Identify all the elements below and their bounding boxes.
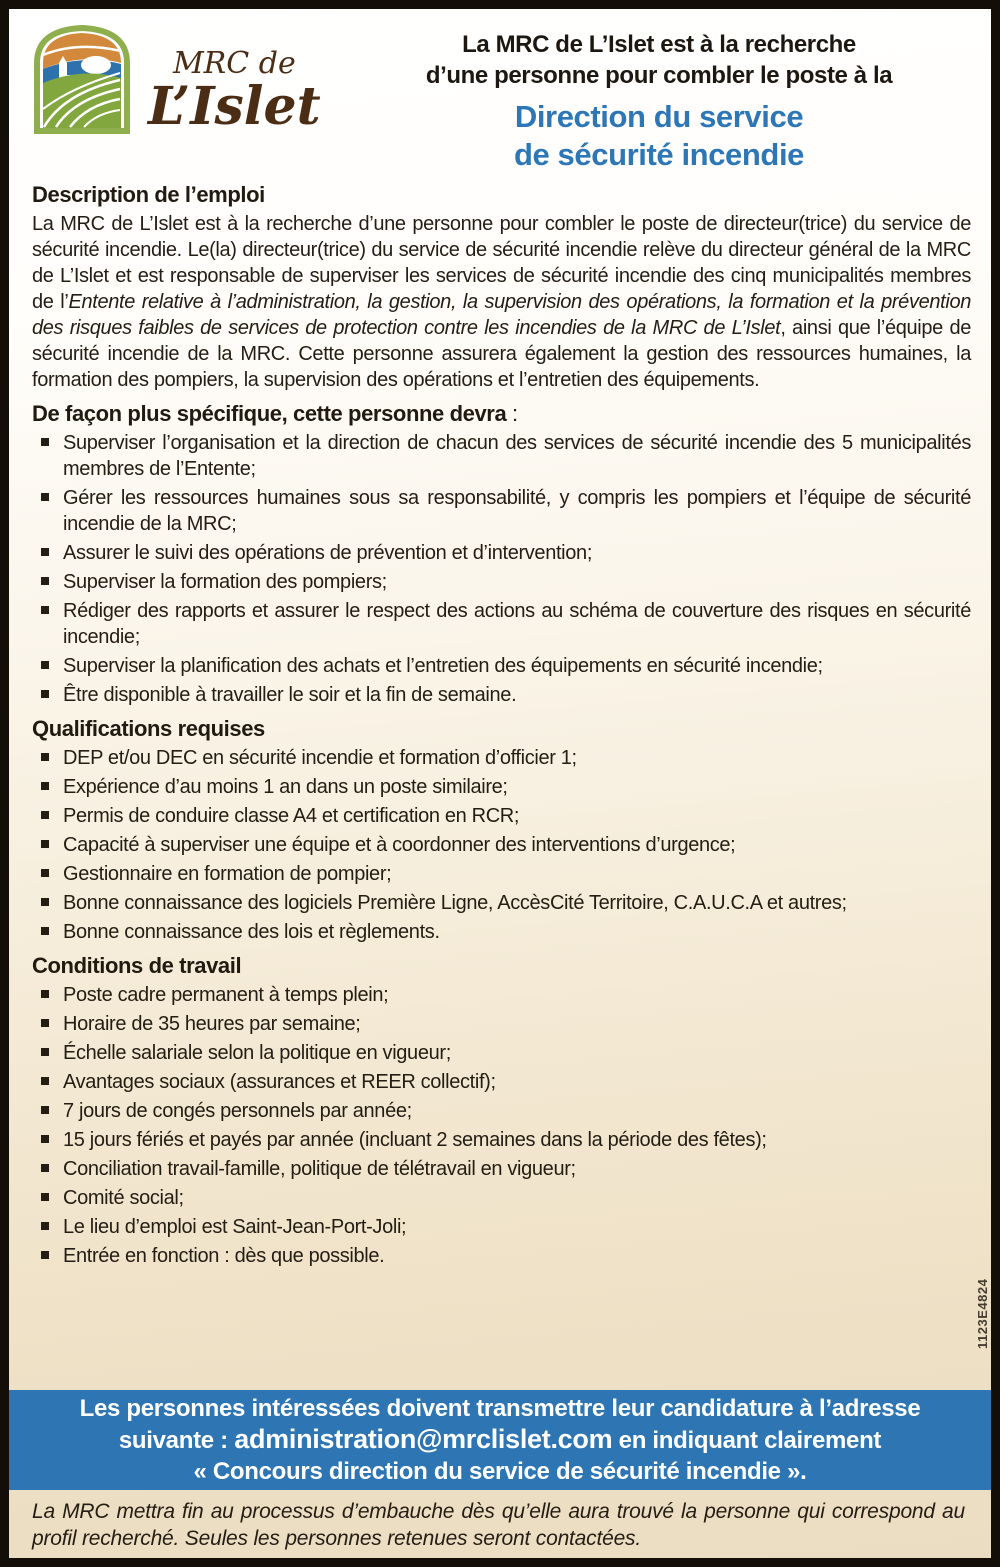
description-text-2: , ainsi que l’équipe de sécurité incendie de la MRC. Cette personne assurera également la gestion des ressources humaines, la formation des pompiers, la supervision des opérations et l’entretien des équipements. <box>32 317 972 391</box>
list-item <box>32 1156 971 1182</box>
mrc-lislet-landscape-icon <box>32 23 132 135</box>
list-item-text: Superviser la planification des achats et l’entretien des équipements en sécurité incendie; <box>63 655 823 677</box>
bullet-square-icon <box>41 869 49 877</box>
list-item-text: Expérience d’au moins 1 an dans un poste similaire; <box>63 776 508 798</box>
list-item <box>32 653 971 679</box>
qualifications-list <box>32 745 971 945</box>
intro-line1: La MRC de L’Islet est à la recherche <box>462 31 856 58</box>
list-item-text: Horaire de 35 heures par semaine; <box>63 1013 361 1035</box>
job-title-line1: Direction du service <box>514 99 804 134</box>
list-item-text: Conciliation travail-famille, politique de télétravail en vigueur; <box>63 1158 576 1180</box>
list-item <box>32 890 971 916</box>
logo-org-line2: L’Islet <box>148 76 321 137</box>
banner-line3: « Concours direction du service de sécurité incendie ». <box>193 1458 807 1485</box>
ad-reference-code: 1123E4824 <box>975 1278 990 1349</box>
banner-line2 <box>9 1424 991 1456</box>
bullet-square-icon <box>41 811 49 819</box>
list-item-text: Superviser l’organisation et la direction de chacun des services de sécurité incendie des 5 municipalités membres de l’Entente; <box>63 432 971 480</box>
list-item <box>32 598 971 650</box>
list-item-text: Gestionnaire en formation de pompier; <box>63 863 392 885</box>
list-item-text: Poste cadre permanent à temps plein; <box>63 984 389 1006</box>
list-item <box>32 919 971 945</box>
specific-heading-colon: : <box>506 401 518 426</box>
list-item <box>32 569 971 595</box>
list-item-text: 7 jours de congés personnels par année; <box>63 1100 412 1122</box>
bullet-square-icon <box>41 898 49 906</box>
list-item <box>32 1185 971 1211</box>
list-item-text: DEP et/ou DEC en sécurité incendie et formation d’officier 1; <box>63 747 577 769</box>
list-item-text: Avantages sociaux (assurances et REER collectif); <box>63 1071 496 1093</box>
logo-wordmark <box>148 46 321 137</box>
bullet-square-icon <box>41 1077 49 1085</box>
list-item-text: Rédiger des rapports et assurer le respect des actions au schéma de couverture des risques en sécurité incendie; <box>63 600 971 648</box>
header <box>9 9 991 174</box>
list-item-text: Gérer les ressources humaines sous sa responsabilité, y compris les pompiers et l’équipe de sécurité incendie de la MRC; <box>63 487 971 535</box>
list-item <box>32 982 971 1008</box>
bullet-square-icon <box>41 927 49 935</box>
bullet-square-icon <box>41 661 49 669</box>
list-item <box>32 745 971 771</box>
list-item-text: 15 jours fériés et payés par année (incluant 2 semaines dans la période des fêtes); <box>63 1129 767 1151</box>
bullet-square-icon <box>41 438 49 446</box>
bullet-square-icon <box>41 577 49 585</box>
job-title-line2: de sécurité incendie <box>513 137 805 172</box>
list-item-text: Entrée en fonction : dès que possible. <box>63 1245 385 1267</box>
list-item-text: Assurer le suivi des opérations de prévention et d’intervention; <box>63 542 593 564</box>
list-item <box>32 682 971 708</box>
list-item <box>32 540 971 566</box>
bullet-square-icon <box>41 690 49 698</box>
bullet-square-icon <box>41 1048 49 1056</box>
list-item-text: Permis de conduire classe A4 et certification en RCR; <box>63 805 520 827</box>
bullet-square-icon <box>41 606 49 614</box>
list-item-text: Être disponible à travailler le soir et la fin de semaine. <box>63 684 517 706</box>
conditions-heading: Conditions de travail <box>32 953 242 978</box>
list-item <box>32 430 971 482</box>
application-banner <box>9 1390 991 1490</box>
qualifications-heading: Qualifications requises <box>32 716 265 741</box>
mrc-lislet-logo <box>32 23 347 174</box>
footer-note: La MRC mettra fin au processus d’embauche dès qu’elle aura trouvé la personne qui correspond au profil recherché. Seules les personnes retenues seront contactées. <box>32 1500 965 1550</box>
list-item-text: Superviser la formation des pompiers; <box>63 571 387 593</box>
banner-line2-suffix: en indiquant clairement <box>612 1427 882 1454</box>
list-item <box>32 1069 971 1095</box>
bullet-square-icon <box>41 1106 49 1114</box>
header-announcement <box>347 23 971 174</box>
list-item-text: Échelle salariale selon la politique en vigueur; <box>63 1042 451 1064</box>
description-paragraph <box>32 211 971 393</box>
list-item-text: Bonne connaissance des logiciels Première Ligne, AccèsCité Territoire, C.A.U.C.A et autres; <box>63 892 847 914</box>
list-item-text: Comité social; <box>63 1187 184 1209</box>
banner-line1: Les personnes intéressées doivent transmettre leur candidature à l’adresse <box>79 1395 921 1422</box>
list-item <box>32 1127 971 1153</box>
bullet-square-icon <box>41 493 49 501</box>
bullet-square-icon <box>41 753 49 761</box>
bullet-square-icon <box>41 840 49 848</box>
bullet-square-icon <box>41 1135 49 1143</box>
footer <box>9 1490 991 1558</box>
application-email: administration@mrclislet.com <box>234 1424 613 1454</box>
list-item <box>32 485 971 537</box>
specific-heading <box>32 401 971 427</box>
bullet-square-icon <box>41 1164 49 1172</box>
bullet-square-icon <box>41 990 49 998</box>
bullet-square-icon <box>41 1193 49 1201</box>
list-item-text: Bonne connaissance des lois et règlements. <box>63 921 440 943</box>
specific-list <box>32 430 971 708</box>
list-item <box>32 803 971 829</box>
list-item <box>32 1040 971 1066</box>
conditions-list <box>32 982 971 1269</box>
bullet-square-icon <box>41 1019 49 1027</box>
bullet-square-icon <box>41 1251 49 1259</box>
list-item <box>32 774 971 800</box>
list-item-text: Le lieu d’emploi est Saint-Jean-Port-Joli; <box>63 1216 407 1238</box>
bullet-square-icon <box>41 782 49 790</box>
bullet-square-icon <box>41 548 49 556</box>
list-item <box>32 1011 971 1037</box>
main-content <box>9 182 991 1269</box>
description-text-1: La MRC de L’Islet est à la recherche d’une personne pour combler le poste de directeur(trice) du service de sécurité incendie. Le(la) directeur(trice) du service de sécurité incendie relève du directeur général de la MRC de L’Islet et est responsable de superviser les services de sécurité incendie des cinq municipalités membres de l’ <box>32 213 971 313</box>
list-item-text: Capacité à superviser une équipe et à coordonner des interventions d’urgence; <box>63 834 736 856</box>
description-text-italic: Entente relative à l’administration, la gestion, la supervision des opérations, la formation et la prévention des risques faibles de services de protection contre les incendies de la MRC de L’Islet <box>32 291 971 339</box>
logo-org-line1: MRC de <box>172 46 296 81</box>
list-item <box>32 1214 971 1240</box>
description-heading: Description de l’emploi <box>32 182 265 207</box>
list-item <box>32 1098 971 1124</box>
bullet-square-icon <box>41 1222 49 1230</box>
list-item <box>32 861 971 887</box>
specific-heading-bold: De façon plus spécifique, cette personne devra <box>32 401 507 426</box>
intro-line2: d’une personne pour combler le poste à la <box>425 62 893 89</box>
list-item <box>32 832 971 858</box>
list-item <box>32 1243 971 1269</box>
banner-line2-prefix: suivante : <box>118 1427 235 1454</box>
